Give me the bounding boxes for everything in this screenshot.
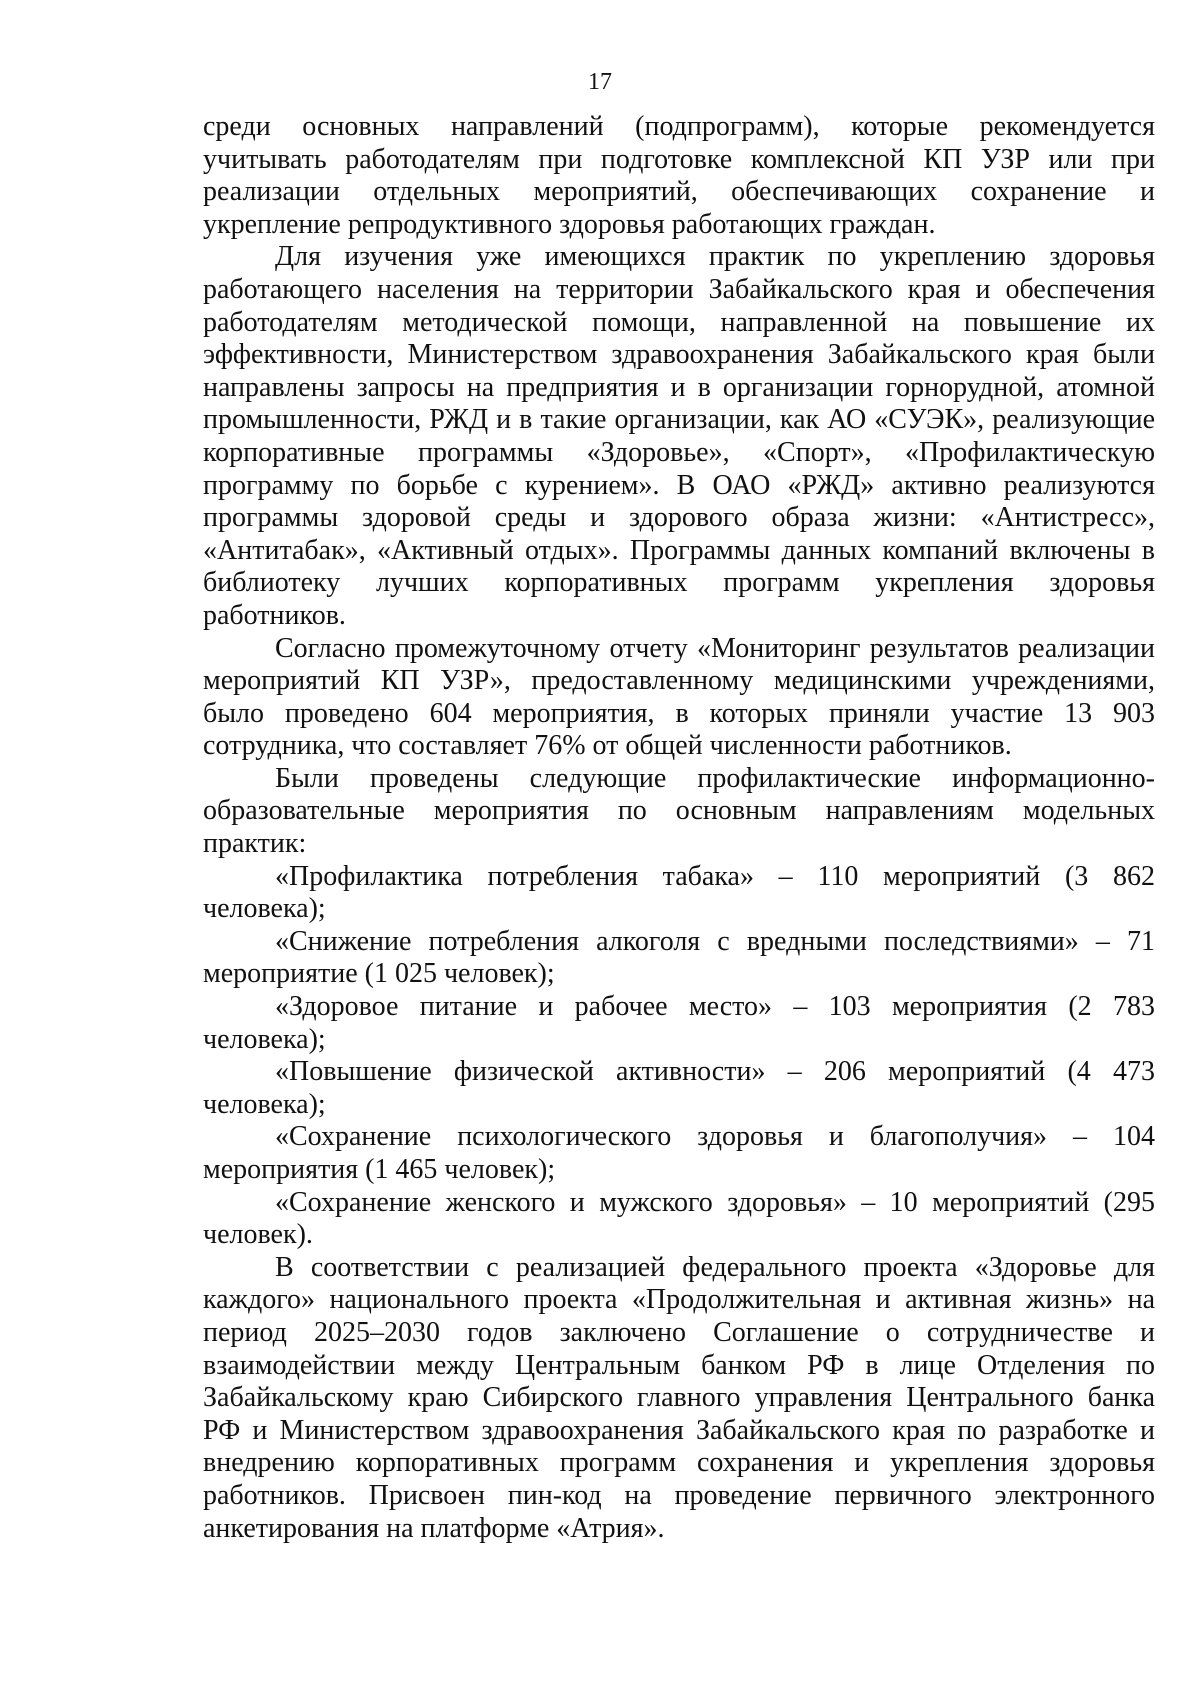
paragraph: Для изучения уже имеющихся практик по укреплению здоровья работающего населения на территории Забайкальского края и обеспечения работодателям методической помощи, направленной на повышение их эффективности, Министерством здравоохранения Забайкальского края были направлены запросы на предприятия и в организации горнорудной, атомной промышленности, РЖД и в такие организации, как АО «СУЭК», реализующие корпоративные программы «Здоровье», «Спорт», «Профилактическую программу по борьбе с курением». В ОАО «РЖД» активно реализуются программы здоровой среды и здорового образа жизни: «Антистресс», «Антитабак», «Активный отдых». Программы данных компаний включены в библиотеку лучших корпоративных программ укрепления здоровья работников.: [203, 241, 1155, 631]
page-number: 17: [588, 69, 612, 95]
paragraph: В соответствии с реализацией федерального проекта «Здоровье для каждого» национального проекта «Продолжительная и активная жизнь» на период 2025–2030 годов заключено Соглашение о сотрудничестве и взаимодействии между Центральным банком РФ в лице Отделения по Забайкальскому краю Сибирского главного управления Центрального банка РФ и Министерством здравоохранения Забайкальского края по разработке и внедрению корпоративных программ сохранения и укрепления здоровья работников. Присвоен пин-код на проведение первичного электронного анкетирования на платформе «Атрия».: [203, 1251, 1155, 1544]
paragraph: среди основных направлений (подпрограмм), которые рекомендуется учитывать работодателям при подготовке комплексной КП УЗР или при реализации отдельных мероприятий, обеспечивающих сохранение и укрепление репродуктивного здоровья работающих граждан.: [203, 111, 1155, 240]
list-item: «Здоровое питание и рабочее место» – 103 мероприятия (2 783 человека);: [203, 991, 1155, 1055]
paragraph: Были проведены следующие профилактические информационно-образовательные мероприятия по основным направлениям модельных практик:: [203, 762, 1155, 860]
list-item: «Сохранение женского и мужского здоровья» – 10 мероприятий (295 человек).: [203, 1186, 1155, 1251]
list-item: «Повышение физической активности» – 206 мероприятий (4 473 человека);: [203, 1056, 1155, 1120]
paragraph: Согласно промежуточному отчету «Мониторинг результатов реализации мероприятий КП УЗР», предоставленному медицинскими учреждениями, было проведено 604 мероприятия, в которых приняли участие 13 903 сотрудника, что составляет 76% от общей численности работников.: [203, 632, 1155, 762]
document-body: [203, 111, 1155, 1545]
list-item: «Профилактика потребления табака» – 110 мероприятий (3 862 человека);: [203, 860, 1155, 925]
list-item: «Сохранение психологического здоровья и благополучия» – 104 мероприятия (1 465 человек);: [203, 1121, 1155, 1185]
list-item: «Снижение потребления алкоголя с вредными последствиями» – 71 мероприятие (1 025 человек);: [203, 925, 1155, 990]
